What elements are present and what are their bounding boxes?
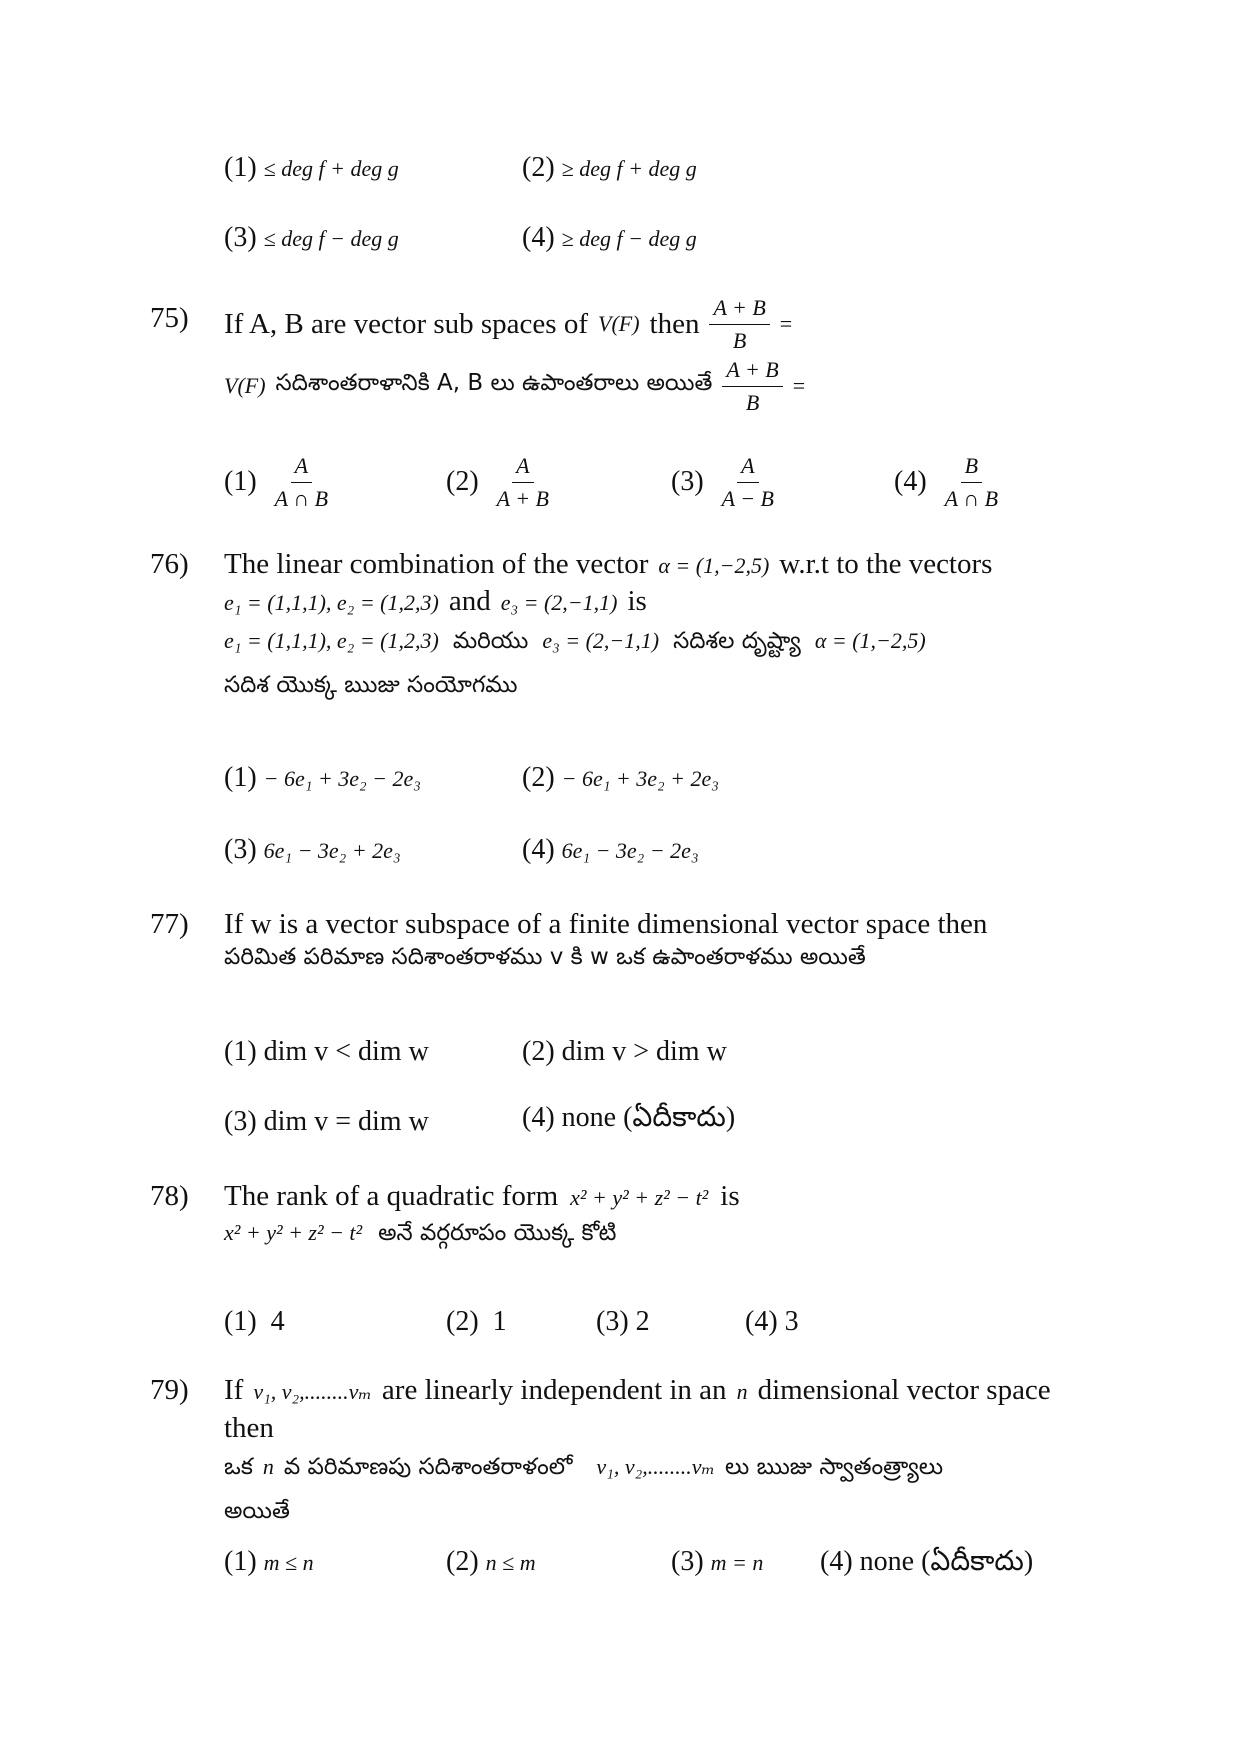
q77-english: If w is a vector subspace of a finite dimensional vector space then [224,908,988,940]
q75-option-3 [671,452,778,512]
q79-english-line2: then [224,1412,274,1444]
option-number: (4) [894,466,927,497]
question-text-then: then [649,307,700,340]
dimension-symbol: n [736,1379,748,1404]
is-word: is [627,585,647,617]
q78-option-3 [596,1306,650,1338]
question-text: If A, B are vector sub spaces of [224,307,588,340]
q77-option-3 [224,1106,429,1138]
question-text: The linear combination of the vector [224,548,649,580]
fraction-denominator: B [732,327,747,353]
q77-option-1 [224,1036,429,1068]
option-number: (4) [522,834,555,865]
question-text-tail: w.r.t to the vectors [779,548,993,580]
option-fraction [941,452,1002,512]
equals-sign: = [779,311,793,336]
telugu-and: మరియు [452,628,529,654]
telugu-text: వ పరిమాణపు సదిశాంతరాళంలో [283,1454,573,1480]
question-text: The rank of a quadratic form [224,1180,559,1212]
option-number: (2) [446,1306,479,1337]
telugu-text: అనే వర్గరూపం యొక్క కోటి [378,1220,617,1246]
q76-option-4 [522,834,699,866]
option-number: (1) [224,1306,257,1337]
option-number: (3) [224,834,257,865]
q76-option-3 [224,834,401,866]
q79-option-4 [820,1546,1033,1584]
fraction-numerator: A [512,452,533,483]
question-text-tail: is [720,1180,740,1212]
option-expression: 6e₁ − 3e₂ − 2e₃ [561,838,699,863]
basis-vectors: e₁ = (1,1,1), e₂ = (1,2,3) [224,628,439,653]
option-text: 3 [784,1306,799,1337]
question-text: are linearly independent in an [381,1374,727,1406]
option-text: dim v = dim w [263,1106,429,1137]
q78-option-2 [446,1306,507,1338]
option-expression: ≥ deg f − deg g [561,226,697,251]
q74-option-2 [522,152,697,184]
q75-option-2 [446,452,553,512]
option-number: (4) [745,1306,778,1337]
q79-option-1 [224,1546,314,1578]
option-text: dim v < dim w [263,1036,429,1067]
quadratic-expression: x² + y² + z² − t² [570,1185,709,1210]
fraction [722,356,782,416]
option-expression: ≥ deg f + deg g [561,156,697,181]
option-expression: ≤ deg f − deg g [263,226,399,251]
q77-option-4 [522,1102,735,1140]
telugu-text: సదిశాంతరాళానికి A, B లు ఉపాంతరాలు అయితే [275,370,713,396]
option-text: 2 [635,1306,650,1337]
option-fraction [718,452,778,512]
if-word: If [224,1374,244,1406]
option-text: dim v > dim w [561,1036,727,1067]
option-fraction [493,452,553,512]
q79-option-3 [671,1546,763,1578]
equals-sign: = [792,373,806,398]
question-text-tail: dimensional vector space [757,1374,1051,1406]
vector-list: v₁, v₂,........vₘ [253,1379,372,1404]
option-number: (1) [224,1546,257,1577]
fraction-numerator: A [291,452,312,483]
vector-list: v₁, v₂,........vₘ [596,1454,715,1479]
option-expression: m ≤ n [263,1550,314,1575]
fraction-denominator: A ∩ B [944,485,999,511]
option-number: (3) [596,1306,629,1337]
option-text: none (ఏదీకాదు) [859,1546,1034,1577]
option-number: (4) [820,1546,853,1577]
q79-option-2 [446,1546,536,1578]
option-number: (2) [522,1036,555,1067]
option-number: (4) [522,1102,555,1133]
option-number: (1) [224,152,257,183]
telugu-one: ఒక [224,1454,253,1480]
q78-option-1 [224,1306,285,1338]
option-number: (1) [224,1036,257,1067]
alpha-vector: α = (1,−2,5) [658,553,770,578]
fraction-numerator: A + B [709,294,769,325]
telugu-text-tail: లు ఋజు స్వాతంత్ర్యాలు [725,1454,944,1480]
vector-space-symbol: V(F) [598,311,640,336]
option-number: (3) [224,1106,257,1137]
option-expression: n ≤ m [485,1550,536,1575]
option-text: none (ఏదీకాదు) [561,1102,736,1133]
alpha-vector: α = (1,−2,5) [814,628,926,653]
fraction-numerator: A + B [722,356,782,387]
option-number: (3) [671,466,704,497]
q75-english [224,294,792,354]
q78-english [224,1180,740,1213]
option-number: (2) [446,466,479,497]
option-expression: 6e₁ − 3e₂ + 2e₃ [263,838,401,863]
option-number: (2) [522,152,555,183]
option-number: (1) [224,466,257,497]
option-number: (2) [522,762,555,793]
fraction-denominator: B [745,389,760,415]
fraction-denominator: A ∩ B [274,485,329,511]
q79-telugu-line4: అయితే [224,1498,290,1524]
q75-option-1 [224,452,332,512]
q77-option-2 [522,1036,727,1068]
q76-option-2 [522,762,719,794]
option-expression: ≤ deg f + deg g [263,156,399,181]
q76-english-line2 [224,585,647,618]
fraction-numerator: B [961,452,982,483]
vector-space-symbol: V(F) [224,373,266,398]
option-number: (3) [671,1546,704,1577]
q76-number: 76) [150,548,189,580]
and-word: and [448,585,491,617]
q74-option-1 [224,152,399,184]
option-number: (4) [522,222,555,253]
option-number: (3) [224,222,257,253]
q79-english-line1 [224,1374,1051,1407]
option-number: (2) [446,1546,479,1577]
basis-vector-e3: e₃ = (2,−1,1) [542,628,660,653]
fraction-denominator: A + B [496,485,549,511]
q77-telugu: పరిమిత పరిమాణ సదిశాంతరాళము v కి w ఒక ఉపాంతరాళము అయితే [224,944,866,970]
q76-english-line1 [224,548,992,581]
q74-option-4 [522,222,697,254]
q74-option-3 [224,222,399,254]
q79-number: 79) [150,1374,189,1406]
option-expression: − 6e₁ + 3e₂ − 2e₃ [263,766,421,791]
fraction [709,294,769,354]
fraction-denominator: A − B [721,485,774,511]
option-expression: m = n [710,1550,764,1575]
q76-telugu-line3 [224,628,926,660]
dimension-symbol: n [262,1454,274,1479]
q75-option-4 [894,452,1002,512]
q76-telugu-line4: సదిశ యొక్క ఋజు సంయోగము [224,672,518,698]
q75-telugu [224,356,805,416]
fraction-numerator: A [737,452,758,483]
option-number: (1) [224,762,257,793]
option-fraction [271,452,332,512]
q76-option-1 [224,762,421,794]
q78-telugu [224,1220,616,1252]
quadratic-expression: x² + y² + z² − t² [224,1220,363,1245]
basis-vector-e3: e₃ = (2,−1,1) [500,590,618,615]
basis-vectors: e₁ = (1,1,1), e₂ = (1,2,3) [224,590,439,615]
q78-number: 78) [150,1180,189,1212]
telugu-wrt: సదిశల దృష్ట్యా [673,628,801,654]
q77-number: 77) [150,908,189,940]
option-text: 4 [270,1306,285,1337]
option-expression: − 6e₁ + 3e₂ + 2e₃ [561,766,719,791]
q79-telugu-line3 [224,1454,943,1486]
q78-option-4 [745,1306,799,1338]
option-text: 1 [492,1306,507,1337]
q75-number: 75) [150,302,189,334]
